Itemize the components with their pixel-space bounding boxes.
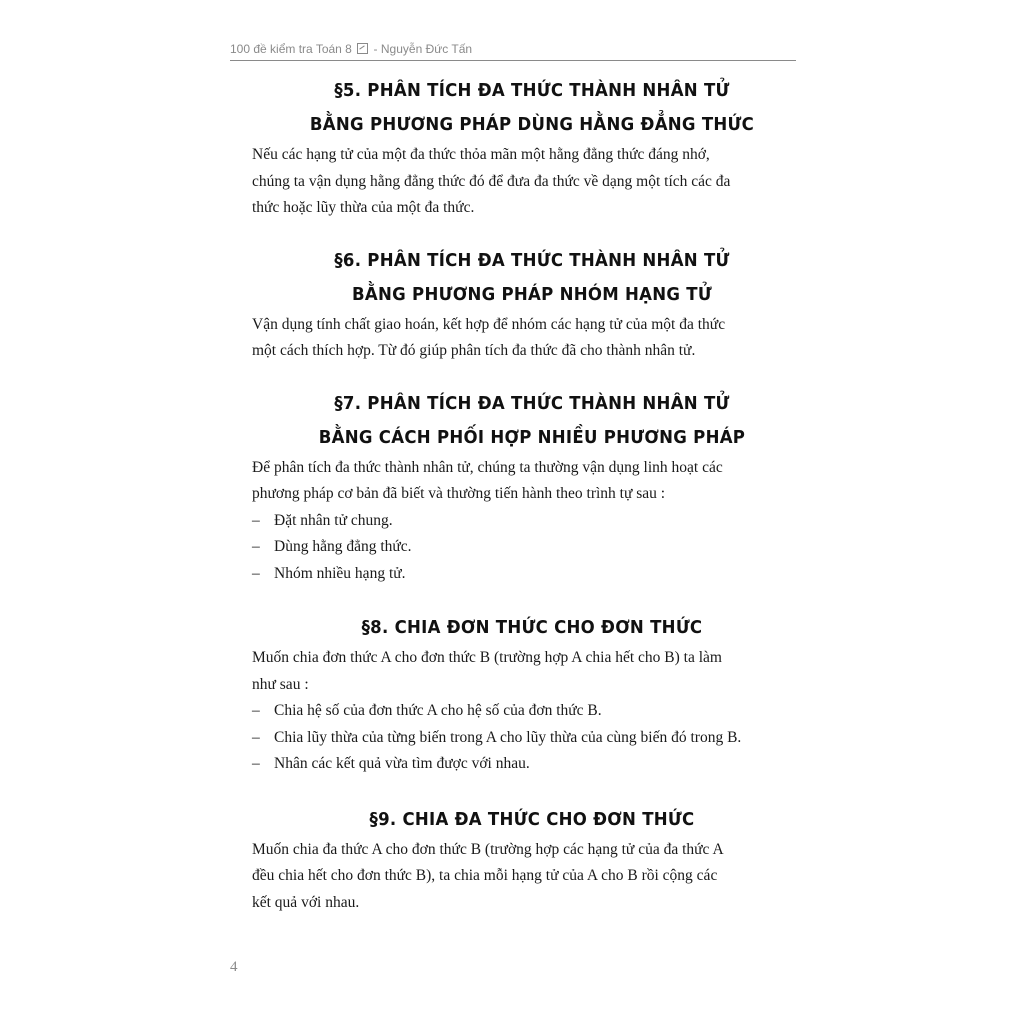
paragraph-line: kết quả với nhau. (252, 893, 360, 911)
dash-marker: – (252, 511, 260, 529)
section-title-line: §7. PHÂN TÍCH ĐA THỨC THÀNH NHÂN TỬ (334, 392, 730, 414)
dash-marker: – (252, 564, 260, 582)
section-title-line: §6. PHÂN TÍCH ĐA THỨC THÀNH NHÂN TỬ (334, 249, 730, 271)
dash-marker: – (252, 702, 260, 719)
paragraph-line: đều chia hết cho đơn thức B), ta chia mỗi hạng tử của A cho B rồi cộng các (252, 867, 718, 884)
section-6 (252, 244, 812, 365)
section-title-line: §8. CHIA ĐƠN THỨC CHO ĐƠN THỨC (361, 617, 703, 638)
dash-marker: – (252, 728, 260, 746)
section-title-line: §9. CHIA ĐA THỨC CHO ĐƠN THỨC (369, 808, 695, 830)
page-number: 4 (230, 959, 238, 975)
running-header (230, 42, 796, 61)
paragraph-line: thức hoặc lũy thừa của một đa thức. (252, 199, 475, 216)
page-content (252, 74, 812, 916)
section-title-line: BẰNG CÁCH PHỐI HỢP NHIỀU PHƯƠNG PHÁP (318, 426, 746, 448)
paragraph-line: Muốn chia đa thức A cho đơn thức B (trường hợp các hạng tử của đa thức A (252, 840, 724, 858)
dash-marker: – (252, 538, 260, 555)
list-item: – Nhóm nhiều hạng tử. (252, 561, 812, 588)
paragraph-line: Muốn chia đơn thức A cho đơn thức B (trường hợp A chia hết cho B) ta làm (252, 649, 722, 666)
dash-marker: – (252, 755, 260, 772)
steps-list (252, 698, 812, 778)
section-title-line: §5. PHÂN TÍCH ĐA THỨC THÀNH NHÂN TỬ (334, 80, 730, 101)
paragraph-line: phương pháp cơ bản đã biết và thường tiến hành theo trình tự sau : (252, 485, 666, 502)
header-author: - Nguyễn Đức Tấn (373, 42, 473, 56)
list-item: – Chia lũy thừa của từng biến trong A cho lũy thừa của cùng biến đó trong B. (252, 725, 812, 752)
section-9 (252, 803, 812, 917)
header-book-title: 100 đề kiểm tra Toán 8 (230, 42, 352, 56)
paragraph-line: Vận dụng tính chất giao hoán, kết hợp để nhóm các hạng tử của một đa thức (252, 315, 726, 333)
list-item: – Nhân các kết quả vừa tìm được với nhau. (252, 751, 812, 778)
paragraph-line: Nếu các hạng tử của một đa thức thỏa mãn một hằng đẳng thức đáng nhớ, (252, 146, 710, 163)
section-title-line: BẰNG PHƯƠNG PHÁP DÙNG HẰNG ĐẲNG THỨC (309, 114, 755, 135)
steps-list (252, 508, 812, 588)
paragraph-line: chúng ta vận dụng hằng đẳng thức đó để đưa đa thức về dạng một tích các đa (252, 172, 731, 190)
section-8 (252, 611, 812, 778)
list-item: – Đặt nhân tử chung. (252, 508, 812, 535)
paragraph-line: như sau : (252, 675, 309, 693)
section-title-line: BẰNG PHƯƠNG PHÁP NHÓM HẠNG TỬ (352, 283, 712, 305)
list-item: – Dùng hằng đẳng thức. (252, 534, 812, 561)
paragraph-line: Để phân tích đa thức thành nhân tử, chúng ta thường vận dụng linh hoạt các (252, 458, 723, 476)
section-5 (252, 74, 812, 222)
paragraph-line: một cách thích hợp. Từ đó giúp phân tích đa thức đã cho thành nhân tử. (252, 342, 696, 359)
edit-box-icon (357, 43, 368, 54)
list-item: – Chia hệ số của đơn thức A cho hệ số của đơn thức B. (252, 698, 812, 725)
section-7 (252, 387, 812, 588)
